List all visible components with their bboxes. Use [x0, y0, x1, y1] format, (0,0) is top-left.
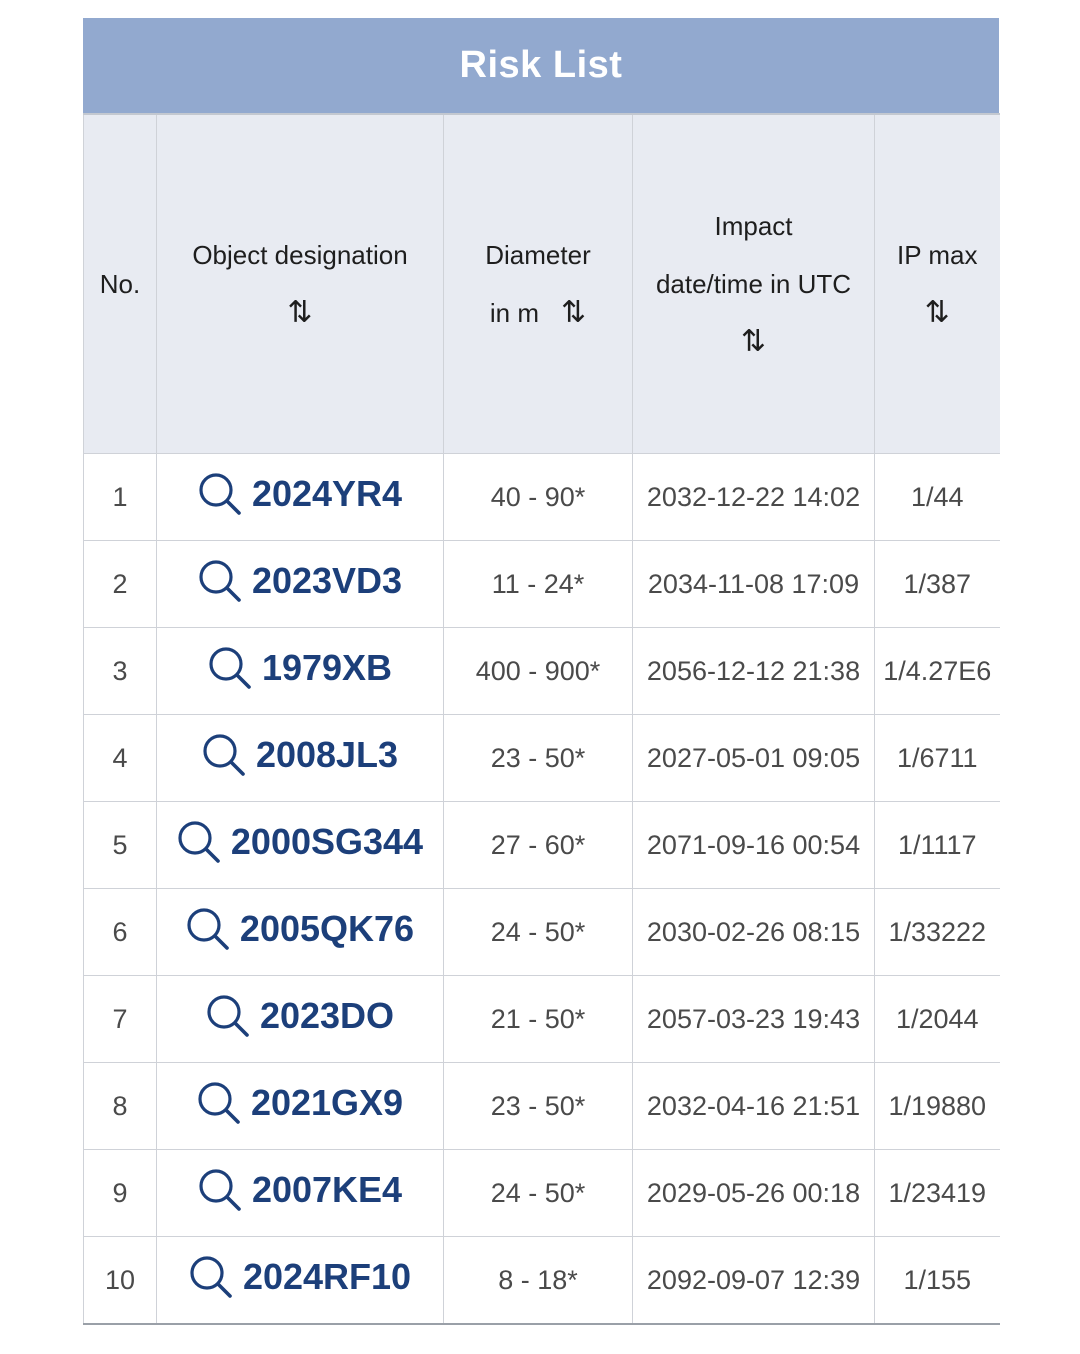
diameter-cell: 27 - 60* [444, 802, 633, 889]
table-row [84, 889, 1000, 976]
ip-max-cell: 1/155 [875, 1237, 1000, 1325]
object-designation-cell [157, 1150, 444, 1237]
column-header-no-label: No. [99, 269, 141, 299]
table-row [84, 715, 1000, 802]
row-number: 10 [84, 1237, 157, 1325]
row-number: 2 [84, 541, 157, 628]
table-row [84, 1063, 1000, 1150]
object-designation-cell [157, 1237, 444, 1325]
diameter-cell: 24 - 50* [444, 889, 633, 976]
ip-max-cell: 1/19880 [875, 1063, 1000, 1150]
column-header-object[interactable] [157, 114, 444, 454]
ip-max-cell: 1/6711 [875, 715, 1000, 802]
object-designation-cell [157, 454, 444, 541]
row-number: 6 [84, 889, 157, 976]
object-designation-label: 2005QK76 [239, 907, 415, 949]
sort-ip-max-icon[interactable]: ⇅ [924, 296, 950, 329]
table-row [84, 1150, 1000, 1237]
column-header-impact-sublabel: date/time in UTC [655, 269, 852, 299]
object-designation-label: 2021GX9 [250, 1081, 404, 1123]
column-header-ip-max[interactable] [875, 114, 1000, 454]
table-row [84, 802, 1000, 889]
diameter-cell: 400 - 900* [444, 628, 633, 715]
magnifier-icon [198, 472, 242, 516]
diameter-cell: 23 - 50* [444, 1063, 633, 1150]
column-header-ip-max-label: IP max [897, 240, 978, 270]
object-designation-label: 1979XB [261, 646, 393, 688]
column-header-no [84, 114, 157, 454]
row-number: 3 [84, 628, 157, 715]
column-header-impact-label: Impact [714, 211, 793, 241]
object-designation-link[interactable] [206, 994, 394, 1038]
object-designation-link[interactable] [198, 559, 402, 603]
impact-date-cell: 2032-12-22 14:02 [633, 454, 875, 541]
row-number: 8 [84, 1063, 157, 1150]
table-row [84, 1237, 1000, 1325]
object-designation-cell [157, 715, 444, 802]
column-header-diameter-label: Diameter [485, 240, 591, 270]
ip-max-cell: 1/4.27E6 [875, 628, 1000, 715]
object-designation-cell [157, 802, 444, 889]
object-designation-label: 2023VD3 [251, 559, 403, 601]
impact-date-cell: 2032-04-16 21:51 [633, 1063, 875, 1150]
column-header-diameter-unit: in m [489, 298, 539, 328]
impact-date-cell: 2027-05-01 09:05 [633, 715, 875, 802]
impact-date-cell: 2056-12-12 21:38 [633, 628, 875, 715]
ip-max-cell: 1/1117 [875, 802, 1000, 889]
object-designation-link[interactable] [208, 646, 392, 690]
impact-date-cell: 2071-09-16 00:54 [633, 802, 875, 889]
impact-date-cell: 2092-09-07 12:39 [633, 1237, 875, 1325]
row-number: 7 [84, 976, 157, 1063]
object-designation-label: 2000SG344 [230, 820, 424, 862]
risk-list-title: Risk List [83, 18, 999, 113]
magnifier-icon [198, 1168, 242, 1212]
table-row [84, 976, 1000, 1063]
object-designation-cell [157, 889, 444, 976]
impact-date-cell: 2034-11-08 17:09 [633, 541, 875, 628]
table-header-row [84, 114, 1000, 454]
table-row [84, 454, 1000, 541]
object-designation-link[interactable] [198, 472, 402, 516]
object-designation-label: 2008JL3 [255, 733, 399, 775]
impact-date-cell: 2029-05-26 00:18 [633, 1150, 875, 1237]
ip-max-cell: 1/2044 [875, 976, 1000, 1063]
sort-diameter-icon[interactable]: ⇅ [560, 296, 587, 329]
object-designation-link[interactable] [202, 733, 398, 777]
object-designation-label: 2024RF10 [242, 1255, 412, 1297]
object-designation-link[interactable] [186, 907, 414, 951]
column-header-object-label: Object designation [192, 240, 408, 270]
object-designation-cell [157, 976, 444, 1063]
magnifier-icon [186, 907, 230, 951]
magnifier-icon [177, 820, 221, 864]
magnifier-icon [208, 646, 252, 690]
impact-date-cell: 2030-02-26 08:15 [633, 889, 875, 976]
object-designation-link[interactable] [189, 1255, 411, 1299]
object-designation-label: 2024YR4 [251, 472, 403, 514]
ip-max-cell: 1/387 [875, 541, 1000, 628]
magnifier-icon [206, 994, 250, 1038]
object-designation-cell [157, 628, 444, 715]
impact-date-cell: 2057-03-23 19:43 [633, 976, 875, 1063]
diameter-cell: 24 - 50* [444, 1150, 633, 1237]
diameter-cell: 8 - 18* [444, 1237, 633, 1325]
diameter-cell: 11 - 24* [444, 541, 633, 628]
sort-impact-icon[interactable]: ⇅ [740, 325, 767, 358]
object-designation-link[interactable] [198, 1168, 402, 1212]
ip-max-cell: 1/44 [875, 454, 1000, 541]
sort-object-icon[interactable]: ⇅ [287, 296, 313, 329]
risk-table-body [84, 454, 1000, 1325]
table-row [84, 628, 1000, 715]
object-designation-cell [157, 541, 444, 628]
table-row [84, 541, 1000, 628]
magnifier-icon [197, 1081, 241, 1125]
magnifier-icon [202, 733, 246, 777]
magnifier-icon [189, 1255, 233, 1299]
object-designation-cell [157, 1063, 444, 1150]
diameter-cell: 23 - 50* [444, 715, 633, 802]
magnifier-icon [198, 559, 242, 603]
ip-max-cell: 1/33222 [875, 889, 1000, 976]
diameter-cell: 40 - 90* [444, 454, 633, 541]
object-designation-link[interactable] [177, 820, 423, 864]
object-designation-label: 2007KE4 [251, 1168, 403, 1210]
row-number: 1 [84, 454, 157, 541]
object-designation-label: 2023DO [259, 994, 395, 1036]
row-number: 9 [84, 1150, 157, 1237]
ip-max-cell: 1/23419 [875, 1150, 1000, 1237]
column-header-impact[interactable] [633, 114, 875, 454]
risk-table [83, 113, 1000, 1325]
object-designation-link[interactable] [197, 1081, 403, 1125]
column-header-diameter[interactable] [444, 114, 633, 454]
diameter-cell: 21 - 50* [444, 976, 633, 1063]
risk-list-panel [83, 18, 999, 1325]
row-number: 5 [84, 802, 157, 889]
row-number: 4 [84, 715, 157, 802]
